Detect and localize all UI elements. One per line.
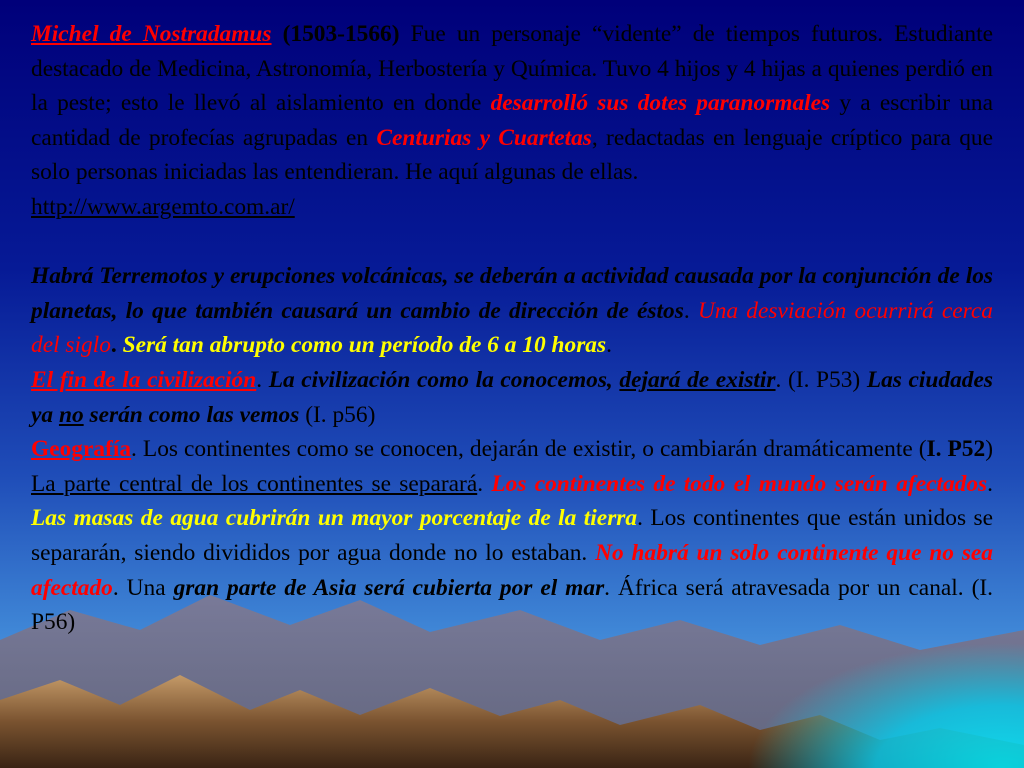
blank-line [31,225,993,260]
earthquakes-text: Habrá Terremotos y erupciones volcánicas, se deberán a actividad causada por la conjunción de los planetas, lo que también causará un cambio de dirección de éstos [31,263,993,324]
intro-text-3: , redactadas en lenguaje críptico para que solo personas iniciadas las entendieran. He aquí algunas de ellas. [31,124,993,186]
source-link[interactable]: http://www.argemto.com.ar/ [31,193,295,220]
cease-to-exist: dejará de existir [619,366,776,393]
continents-separate: La parte central de los continentes se separará [31,470,478,497]
link-line [31,190,993,225]
nostradamus-name: Michel de Nostradamus [31,21,272,47]
geography-text-5: . Los continentes que están unidos se separarán, siendo divididos por agua donde no lo estaban. [31,505,993,566]
centurias-cuartetas: Centurias y Cuartetas [376,124,592,151]
geography-title: Geografía [31,436,132,463]
civilization-ref-2: (I. p56) [299,401,376,428]
geography-text-2: ) [985,436,993,463]
civilization-ref-1: . (I. P53) [775,366,867,393]
intro-paragraph [31,17,993,190]
geography-text-7: . África será atravesada por un canal. (I. P56) [31,574,994,636]
civilization-paragraph [31,363,993,432]
asia-covered: gran parte de Asia será cubierta por el mar [173,574,605,601]
cities-text-2: serán como las vemos [83,401,300,428]
earthquakes-paragraph [31,259,993,363]
end-civilization-title: El fin de la civilización [31,366,257,393]
earthquakes-dot-3: . [606,332,612,359]
cities-text: Las ciudades ya [31,366,993,428]
abrupt-period-text: Será tan abrupto como un período de 6 a 10 horas [122,332,607,359]
intro-text-1: Fue un personaje “vidente” de tiempos futuros. Estudiante destacado de Medicina, Astronomía, Herbostería y Química. Tuvo 4 hijos y 4 hijas a quienes perdió en la peste; esto le llevó al aislamiento en donde [31,21,993,117]
continents-affected: Los continentes de todo el mundo serán afectados [491,470,988,497]
civilization-text: La civilización como la conocemos, [268,366,620,393]
paranormal-gifts: desarrolló sus dotes paranormales [490,90,831,117]
slide-content [31,17,993,640]
earthquakes-dot-1: . [683,297,698,324]
nostradamus-years: (1503-1566) [282,21,400,47]
geography-ref: I. P52 [926,436,986,463]
geography-text-3: . [477,470,492,497]
no-continent-unaffected: No habrá un solo continente que no sea afectado [31,539,993,601]
earthquakes-dot-2: . [110,332,123,359]
intro-text-2: y a escribir una cantidad de profecías agrupadas en [31,90,993,151]
geography-text-6: . Una [112,574,174,601]
geography-text-1: . Los continentes como se conocen, dejarán de existir, o cambiarán dramáticamente ( [131,436,927,463]
cities-no: no [58,401,84,428]
water-masses: Las masas de agua cubrirán un mayor porcentaje de la tierra [31,505,638,532]
geography-paragraph [31,432,993,640]
civilization-dot: . [256,366,269,393]
deviation-text: Una desviación ocurrirá cerca del siglo [31,297,993,359]
geography-text-4: . [987,470,993,497]
